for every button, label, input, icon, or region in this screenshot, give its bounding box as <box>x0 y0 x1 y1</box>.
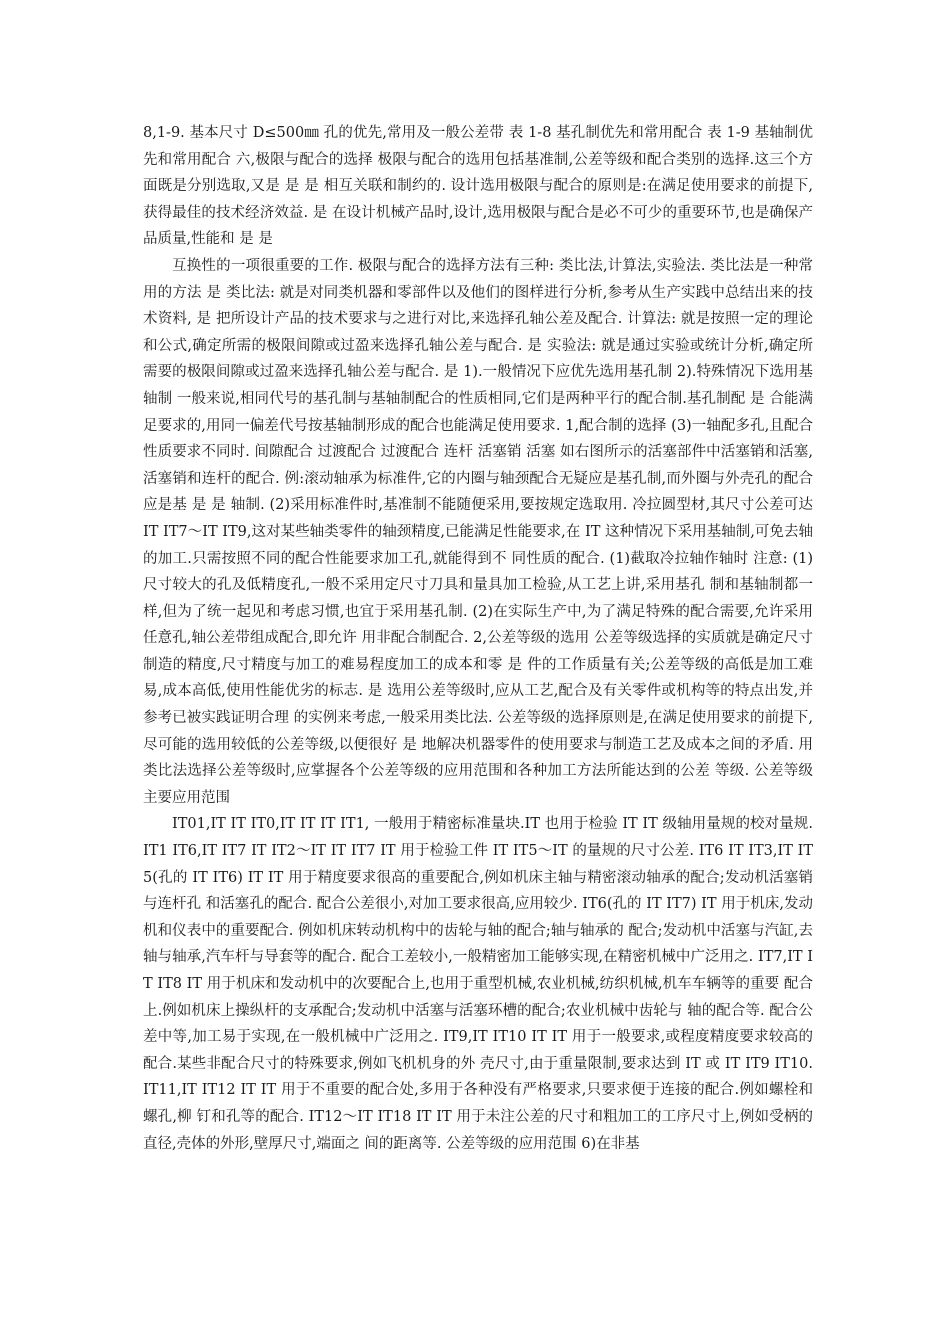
document-page <box>143 120 813 1157</box>
paragraph-1: 8,1-9. 基本尺寸 D≤500㎜ 孔的优先,常用及一般公差带 表 1-8 基孔制优先和常用配合 表 1-9 基轴制优先和常用配合 六,极限与配合的选择 极限与配合的选用包括基准制,公差等级和配合类别的选择.这三个方面既是分别选取,又是 是 是 相互关联和制约的. 设计选用极限与配合的原则是:在满足使用要求的前提下,获得最佳的技术经济效益. 是 在设计机械产品时,设计,选用极限与配合是必不可少的重要环节,也是确保产品质量,性能和 是 是 <box>143 125 813 248</box>
paragraph-3: IT01,IT IT IT0,IT IT IT IT1, 一般用于精密标准量块.IT 也用于检验 IT IT 级轴用量规的校对量规. IT1 IT6,IT IT7 IT IT2～IT IT IT7 IT 用于检验工件 IT IT5～IT 的量规的尺寸公差. IT6 IT IT3,IT IT5(孔的 IT IT6) IT IT 用于精度要求很高的重要配合,例如机床主轴与精密滚动轴承的配合;发动机活塞销与连杆孔 和活塞孔的配合. 配合公差很小,对加工要求很高,应用较少. IT6(孔的 IT IT7) IT 用于机床,发动机和仪表中的重要配合. 例如机床转动机构中的齿轮与轴的配合;轴与轴承的 配合;发动机中活塞与汽缸,去轴与轴承,汽车杆与导套等的配合. 配合工差较小,一般精密加工能够实现,在精密机械中广泛用之. IT7,IT IT IT8 IT 用于机床和发动机中的次要配合上,也用于重型机械,农业机械,纺织机械,机车车辆等的重要 配合上.例如机床上操纵杆的支承配合;发动机中活塞与活塞环槽的配合;农业机械中齿轮与 轴的配合等. 配合公差中等,加工易于实现,在一般机械中广泛用之. IT9,IT IT10 IT IT 用于一般要求,或程度精度要求较高的配合.某些非配合尺寸的特殊要求,例如飞机机身的外 壳尺寸,由于重量限制,要求达到 IT 或 IT IT9 IT10. IT11,IT IT12 IT IT 用于不重要的配合处,多用于各种没有严格要求,只要求便于连接的配合.例如螺栓和螺孔,柳 钉和孔等的配合. IT12～IT IT18 IT IT 用于未注公差的尺寸和粗加工的工序尺寸上,例如受柄的直径,壳体的外形,壁厚尺寸,端面之 间的距离等. 公差等级的应用范围 6)在非基 <box>143 816 813 1152</box>
paragraph-2: 互换性的一项很重要的工作. 极限与配合的选择方法有三种: 类比法,计算法,实验法. 类比法是一种常用的方法 是 类比法: 就是对同类机器和零部件以及他们的图样进行分析,参考从生产实践中总结出来的技术资料, 是 把所设计产品的技术要求与之进行对比,来选择孔轴公差及配合. 计算法: 就是按照一定的理论和公式,确定所需的极限间隙或过盈来选择孔轴公差与配合. 是 实验法: 就是通过实验或统计分析,确定所需要的极限间隙或过盈来选择孔轴公差与配合. 是 1).一般情况下应优先选用基孔制 2).特殊情况下选用基轴制 一般来说,相同代号的基孔制与基轴制配合的性质相同,它们是两种平行的配合制.基孔制配 是 合能满足要求的,用同一偏差代号按基轴制形成的配合也能满足使用要求. 1,配合制的选择 (3)一轴配多孔,且配合性质要求不同时. 间隙配合 过渡配合 过渡配合 连杆 活塞销 活塞 如右图所示的活塞部件中活塞销和活塞,活塞销和连杆的配合. 例:滚动轴承为标准件,它的内圈与轴颈配合无疑应是基孔制,而外圈与外壳孔的配合应是基 是 是 轴制. (2)采用标准件时,基准制不能随便采用,要按规定选取用. 冷拉圆型材,其尺寸公差可达 IT IT7～IT IT9,这对某些轴类零件的轴颈精度,已能满足性能要求,在 IT 这种情况下采用基轴制,可免去轴的加工.只需按照不同的配合性能要求加工孔,就能得到不 同性质的配合. (1)截取冷拉轴作轴时 注意: (1)尺寸较大的孔及低精度孔,一般不采用定尺寸刀具和量具加工检验,从工艺上讲,采用基孔 制和基轴制都一样,但为了统一起见和考虑习惯,也宜于采用基孔制. (2)在实际生产中,为了满足特殊的配合需要,允许采用任意孔,轴公差带组成配合,即允许 用非配合制配合. 2,公差等级的选用 公差等级选择的实质就是确定尺寸制造的精度,尺寸精度与加工的难易程度加工的成本和零 是 件的工作质量有关;公差等级的高低是加工难易,成本高低,使用性能优劣的标志. 是 选用公差等级时,应从工艺,配合及有关零件或机构等的特点出发,并参考已被实践证明合理 的实例来考虑,一般采用类比法. 公差等级的选择原则是,在满足使用要求的前提下,尽可能的选用较低的公差等级,以便很好 是 地解决机器零件的使用要求与制造工艺及成本之间的矛盾. 用类比法选择公差等级时,应掌握各个公差等级的应用范围和各种加工方法所能达到的公差 等级. 公差等级 主要应用范围 <box>143 257 813 806</box>
